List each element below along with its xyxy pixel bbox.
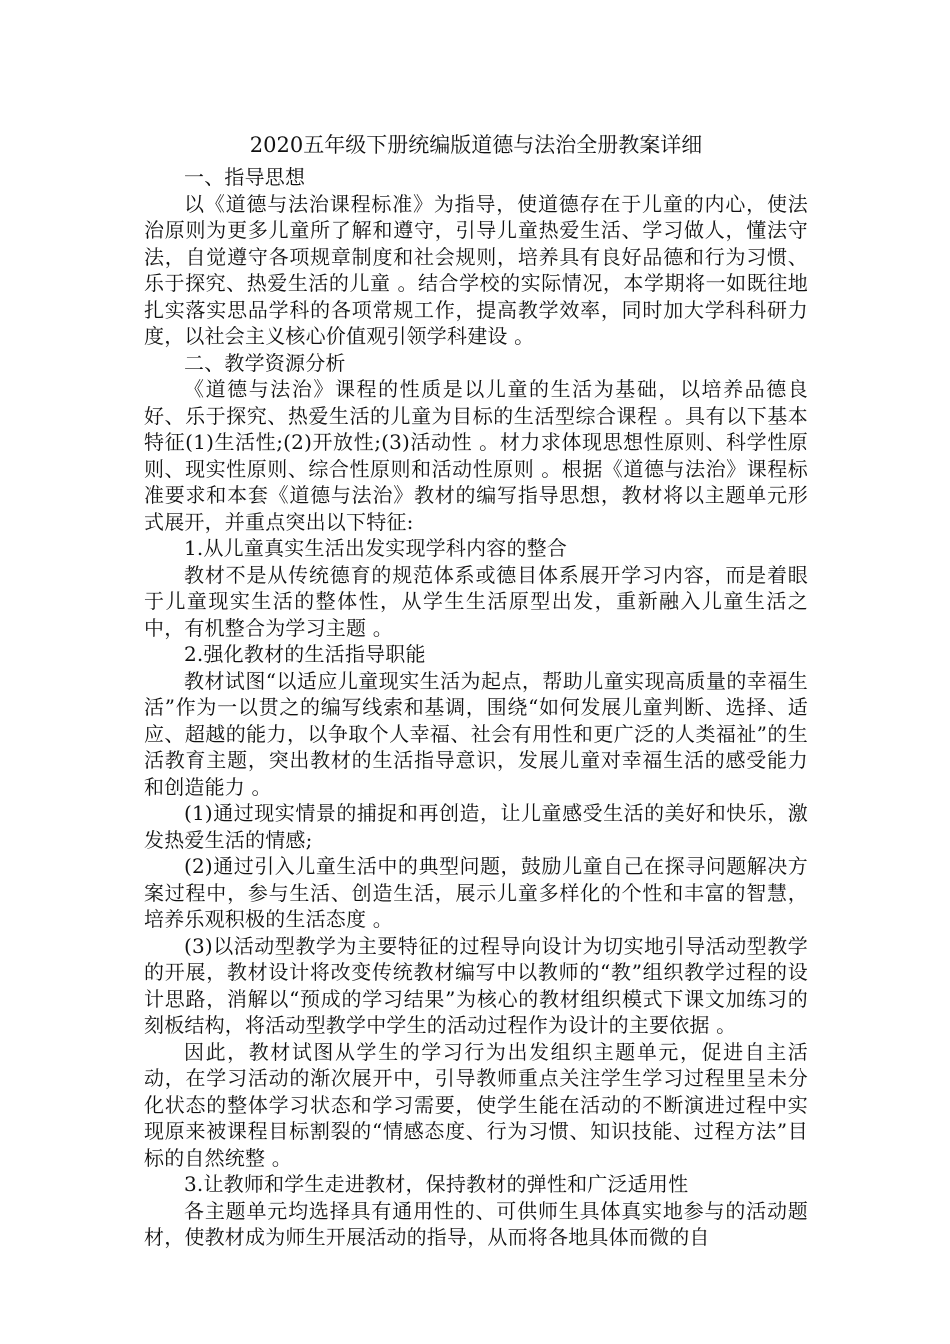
document-page	[144, 128, 808, 1251]
subheading-3: 3.让教师和学生走进教材，保持教材的弹性和广泛适用性	[184, 1172, 689, 1196]
list-item-1: (1)通过现实情景的捕捉和再创造，让儿童感受生活的美好和快乐，激发热爱生活的情感;	[144, 801, 808, 852]
paragraph-therefore: 因此，教材试图从学生的学习行为出发组织主题单元，促进自主活动，在学习活动的渐次展开中，引导教师重点关注学生学习过程里呈未分化状态的整体学习状态和学习需要，使学生能在活动的不断演进过程中实现原来被课程目标割裂的“情感态度、行为习惯、知识技能、过程方法”目标的自然统整 。	[144, 1039, 808, 1170]
paragraph-course-nature: 《道德与法治》课程的性质是以儿童的生活为基础，以培养品德良好、乐于探究、热爱生活的儿童为目标的生活型综合课程 。具有以下基本特征(1)生活性;(2)开放性;(3)活动性 。材力求体现思想性原则、科学性原则、现实性原则、综合性原则和活动性原则 。根据《道德与法治》课程标准要求和本套《道德与法治》教材的编写指导思想，教材将以主题单元形式展开，并重点突出以下特征:	[144, 377, 808, 534]
heading-guiding-ideology: 一、指导思想	[184, 165, 306, 189]
paragraph-subheading-3: 各主题单元均选择具有通用性的、可供师生具体真实地参与的活动题材，使教材成为师生开展活动的指导，从而将各地具体而微的自	[144, 1198, 808, 1249]
heading-resource-analysis: 二、教学资源分析	[184, 350, 346, 375]
paragraph-guiding-ideology: 以《道德与法治课程标准》为指导，使道德存在于儿童的内心，使法治原则为更多儿童所了解和遵守，引导儿童热爱生活、学习做人，懂法守法，自觉遵守各项规章制度和社会规则，培养具有良好品德和行为习惯、乐于探究、热爱生活的儿童 。结合学校的实际情况，本学期将一如既往地扎实落实思品学科的各项常规工作，提高教学效率，同时加大学科科研力度，以社会主义核心价值观引领学科建设 。	[144, 191, 808, 348]
list-item-2: (2)通过引入儿童生活中的典型问题，鼓励儿童自己在探寻问题解决方案过程中，参与生活、创造生活，展示儿童多样化的个性和丰富的智慧，培养乐观积极的生活态度 。	[144, 854, 808, 931]
document-title: 2020五年级下册统编版道德与法治全册教案详细	[249, 133, 703, 157]
paragraph-subheading-2: 教材试图“以适应儿童现实生活为起点，帮助儿童实现高质量的幸福生活”作为一以贯之的编写线索和基调，围绕“如何发展儿童判断、选择、适应、超越的能力，以争取个人幸福、社会有用性和更广泛的人类福祉”的生活教育主题，突出教材的生活指导意识，发展儿童对幸福生活的感受能力和创造能力 。	[144, 668, 808, 799]
subheading-2: 2.强化教材的生活指导职能	[184, 642, 426, 666]
subheading-1: 1.从儿童真实生活出发实现学科内容的整合	[184, 536, 568, 560]
list-item-3: (3)以活动型教学为主要特征的过程导向设计为切实地引导活动型教学的开展，教材设计将改变传统教材编写中以教师的“教”组织教学过程的设计思路，消解以“预成的学习结果”为核心的教材组织模式下课文加练习的刻板结构，将活动型教学中学生的活动过程作为设计的主要依据 。	[144, 933, 808, 1037]
paragraph-subheading-1: 教材不是从传统德育的规范体系或德目体系展开学习内容，而是着眼于儿童现实生活的整体性，从学生生活原型出发，重新融入儿童生活之中，有机整合为学习主题 。	[144, 562, 808, 640]
